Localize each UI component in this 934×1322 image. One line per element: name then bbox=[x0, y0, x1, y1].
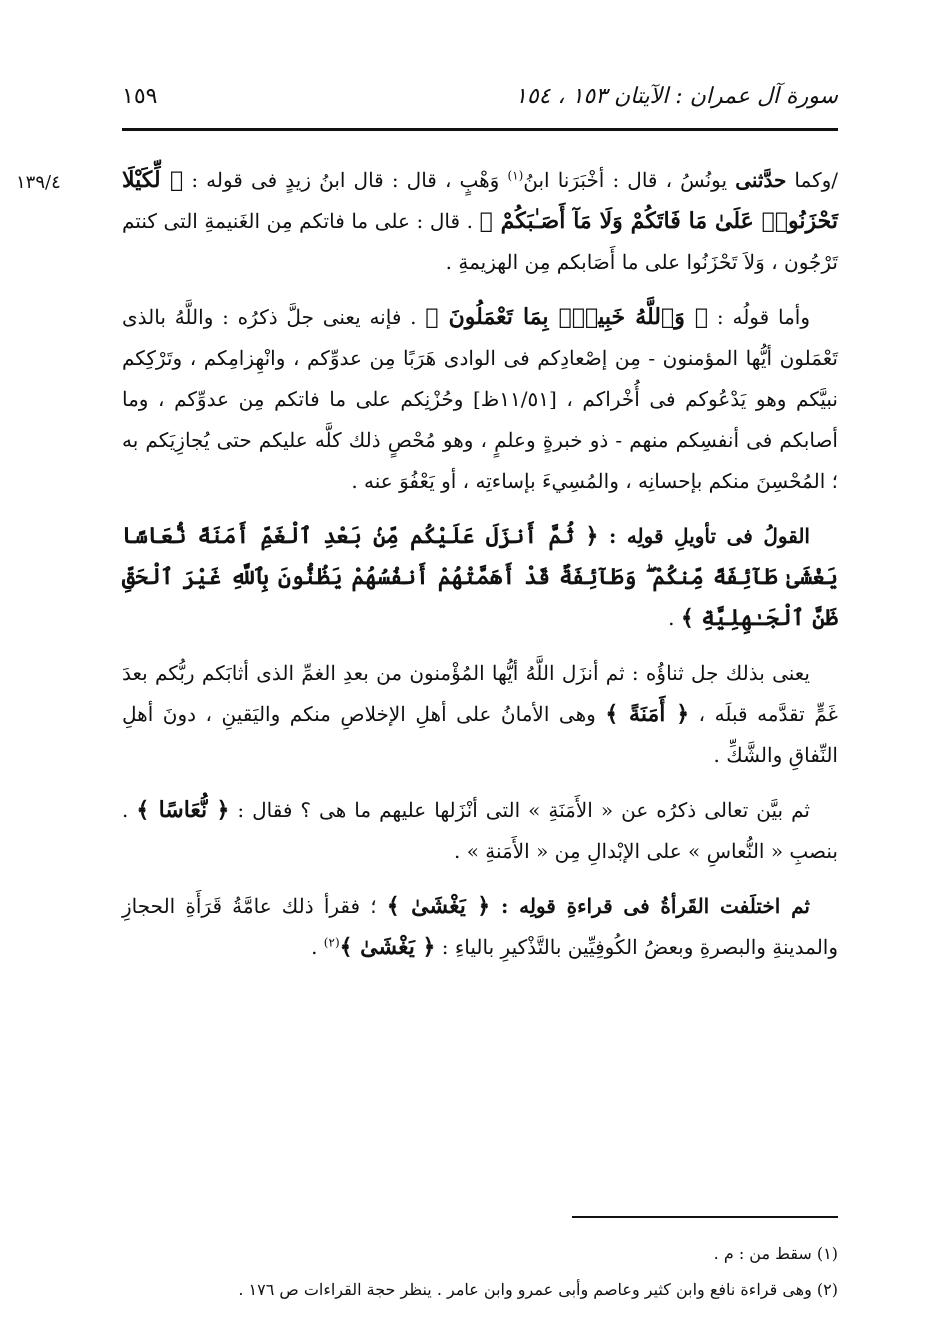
p5-end: . بنصبِ « النُّعاسِ » على الإبْدالِ مِن « الأَمَنةِ » . bbox=[122, 798, 838, 863]
page-number: ١٥٩ bbox=[122, 84, 158, 109]
p4-end: وهى الأمانُ على أهلِ الإخلاصِ منكم واليَقينِ ، دونَ أهلِ النِّفاقِ والشَّكِّ . bbox=[122, 702, 838, 767]
quran-verse-1: ﴿ لِّكَيْلَا تَحْزَنُوا۟ عَلَىٰ مَا فَاتَكُمْ وَلَا مَآ أَصَـٰبَكُمْ ﴾ bbox=[122, 167, 838, 234]
margin-reference: ١٣٩/٤ bbox=[16, 172, 61, 193]
p1-start: /وكما bbox=[786, 168, 838, 192]
p6-mid: ؛ فقرأ ذلك عامَّةُ قَرَأَةِ الحجازِ والمدينةِ والبصرةِ وبعضُ الكُوفِيِّين بالتَّذْكيرِ بالياءِ : bbox=[122, 894, 838, 959]
quran-verse-6b: ﴿ يَغْشَىٰ ﴾ bbox=[339, 934, 436, 960]
p2-start: وأما قولُه : bbox=[708, 305, 810, 329]
paragraph-1 bbox=[122, 160, 838, 283]
quran-verse-6a: ﴿ يَغْشَىٰ ﴾ bbox=[386, 893, 491, 919]
header-divider bbox=[122, 128, 838, 131]
quran-verse-3: ﴿ ثُمَّ أَنزَلَ عَلَيْكُم مِّنۢ بَعْدِ ٱلْغَمِّ أَمَنَةً نُّعَاسًا يَغْشَىٰ طَآئِفَةً مِّنكُمْ ۖ وَطَآئِفَةٌ قَدْ أَهَمَّتْهُمْ أَنفُسُهُمْ يَظُنُّونَ بِٱللَّهِ غَيْرَ ٱلْحَقِّ ظَنَّ ٱلْجَـٰهِلِيَّةِ ﴾ bbox=[122, 523, 838, 631]
p5-start: ثم بيَّن تعالى ذكرُه عن « الأَمَنَةِ » التى أنْزَلها عليهم ما هى ؟ فقال : bbox=[229, 798, 810, 822]
footnote-ref-2: (٢) bbox=[323, 935, 340, 950]
paragraph-2 bbox=[122, 297, 838, 502]
quran-verse-5: ﴿ نُّعَاسًا ﴾ bbox=[136, 797, 230, 823]
p1-rest-a: يونُسُ ، قال : أخْبَرَنا ابنُ bbox=[523, 168, 736, 192]
footnote-divider bbox=[572, 1216, 838, 1218]
p6-heading: ثم اختلَفت القَرأةُ فى قراءةِ قولِه : bbox=[490, 894, 810, 918]
quran-verse-4: ﴿ أَمَنَةً ﴾ bbox=[605, 701, 690, 727]
paragraph-6 bbox=[122, 886, 838, 968]
p4-start: يعنى بذلك جل ثناؤُه : ثم أنزَل اللَّهُ أيُّها المُؤْمنون من بعدِ الغمِّ الذى أثابَكم ربُّكم بعدَ غَمٍّ تقدَّمه قبلَه ، bbox=[122, 661, 838, 726]
p1-bold: حدَّثنى bbox=[735, 168, 787, 192]
p6-end: . bbox=[311, 935, 324, 959]
footnote-2: (٢) وهى قراءة نافع وابن كثير وعاصم وأبى عمرو وابن عامر . ينظر حجة القراءات ص ١٧٦ . bbox=[238, 1280, 838, 1299]
page-header bbox=[122, 76, 838, 126]
footnote-ref-1: (١) bbox=[507, 168, 524, 183]
paragraph-3 bbox=[122, 516, 838, 639]
p2-end: . فإنه يعنى جلَّ ذكرُه : واللَّهُ بالذى تَعْمَلون أيُّها المؤمنون - مِن إصْعادِكم فى الوادى هَرَبًا مِن عدوِّكم ، وانْهِزامِكم ، وتَرْكِكم نبيَّكم وهو يَدْعُوكم فى أُخْراكم ، [١١/٥١ظ] وحُزْنِكم على ما فاتكم مِن عدوِّكم ، وما أصابكم فى أنفسِكم منهم - ذو خبرةٍ وعلمٍ ، وهو مُحْصٍ ذلك كلَّه عليكم حتى يُجازِيَكم به ؛ المُحْسِنَ منكم بإحسانِه ، والمُسِيءَ بإساءتِه ، أو يَعْفُوَ عنه . bbox=[122, 305, 839, 493]
footnote-1: (١) سقط من : م . bbox=[713, 1244, 838, 1263]
paragraph-4 bbox=[122, 653, 838, 776]
footnotes bbox=[122, 1236, 838, 1308]
p1-rest-b: وَهْبٍ ، قال : قال ابنُ زيدٍ فى قوله : bbox=[183, 168, 508, 192]
main-text bbox=[122, 160, 838, 982]
running-title: سورة آل عمران : الآيتان ١٥٣ ، ١٥٤ bbox=[515, 84, 838, 109]
paragraph-5 bbox=[122, 790, 838, 872]
p3-heading: القولُ فى تأويلِ قولِه : bbox=[598, 524, 810, 548]
p3-end: . bbox=[668, 606, 681, 630]
quran-verse-2: ﴿ وَٱللَّهُ خَبِيرٌۢ بِمَا تَعْمَلُونَ ﴾ bbox=[425, 304, 709, 330]
p1-end: . قال : على ما فاتكم مِن الغَنيمةِ التى كنتم تَرْجُون ، وَلاَ تَحْزَنُوا على ما أَصَابكم مِن الهزيمةِ . bbox=[122, 209, 838, 274]
